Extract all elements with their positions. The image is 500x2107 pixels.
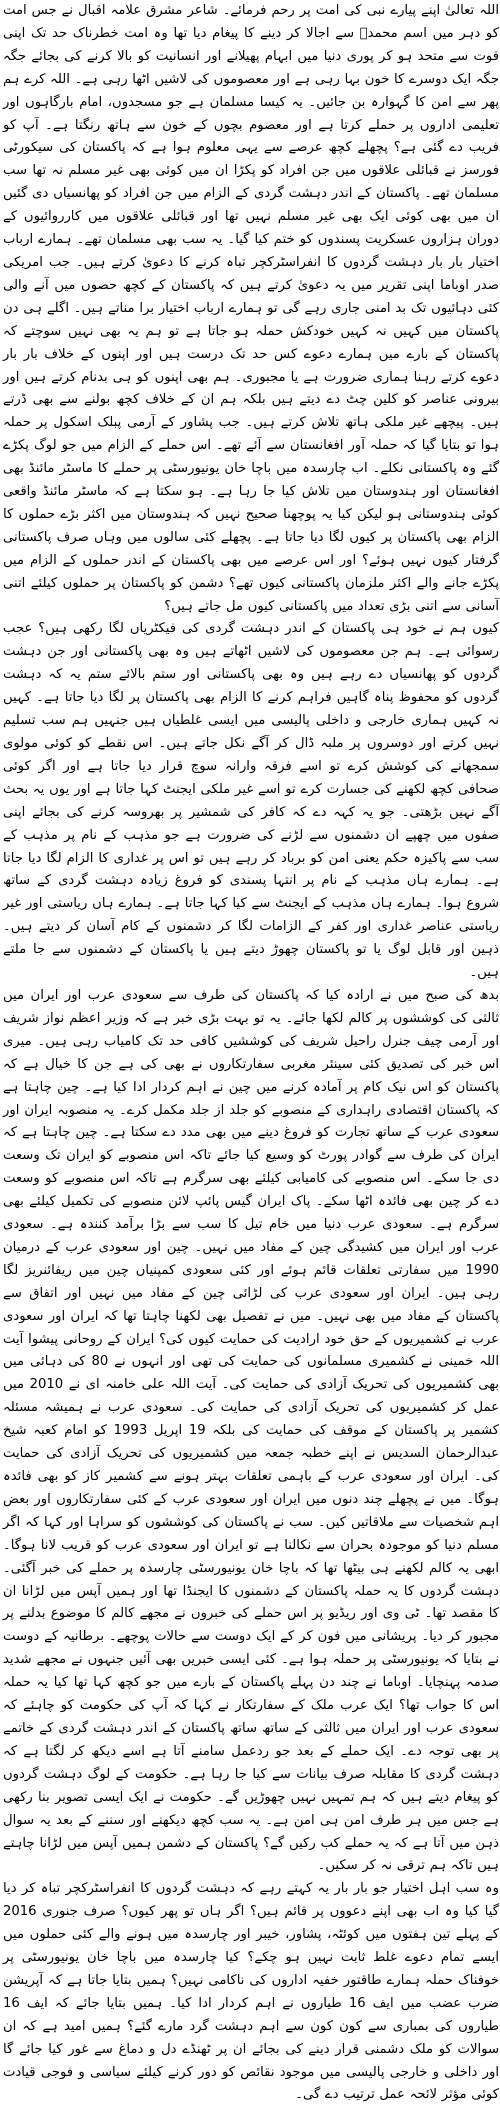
article-paragraph-1: اللہ تعالیٰ اپنے پیارے نبی کی امت پر رحم فرمائے۔ شاعر مشرق علامہ اقبال نے جس امت کو دہر میں اسم محمدؐ سے اجالا کر دینے کا پیغام دیا تھا وہ امت خطرناک حد تک اپنی قوت سے متحد ہو کر پوری دنیا میں ابہام پھیلانے اور انسانیت کو بالا کرنے کی بجائے جگہ جگہ ایک دوسرے کا خون بہا رہی ہے اور معصوموں کی لاشیں اٹھا رہی ہے۔ اللہ کرے ہم پھر سے امن کا گہوارہ بن جائیں۔ یہ کیسا مسلمان ہے جو مسجدوں، امام بارگاہوں اور تعلیمی اداروں پر حملے کرتا ہے اور معصوم بچوں کے خون سے ہاتھ رنگتا ہے۔ آپ کو فریب دے گئی ہے؟ پچھلے کچھ عرصے سے یہی معلوم ہوا ہے کہ پاکستان کی سیکورٹی فورسز نے قبائلی علاقوں میں جن افراد کو پکڑا ان میں کوئی بھی غیر مسلم نہ تھا سب مسلمان تھے۔ پاکستان کے اندر دہشت گردی کے الزام میں جن افراد کو پھانسیاں دی گئیں ان میں بھی کوئی ایک بھی غیر مسلم نہیں تھا اور قبائلی علاقوں میں کارروائیوں کے دوران ہزاروں عسکریت پسندوں کو ختم کیا گیا۔ یہ سب بھی مسلمان تھے۔ ہمارے ارباب اختیار بار بار دہشت گردوں کا انفراسٹرکچر تباہ کرنے کا دعویٰ کرتے ہیں۔ جب امریکی صدر اوباما اپنی تقریر میں یہ دعویٰ کرتے ہیں کہ پاکستان کے کچھ حصوں میں آنے والی کئی دہائیوں تک بد امنی جاری رہے گی تو ہمارے ارباب اختیار برا مناتے ہیں۔ اگلے ہی دن پاکستان میں کہیں نہ کہیں خودکش حملہ ہو جاتا ہے تو ہم یہ بھی نہیں سوچتے کہ پاکستان کے بارے میں ہمارے دعوے کس حد تک درست ہیں اور اپنوں کے خلاف بار بار دعوے کرتے رہنا ہماری ضرورت ہے یا مجبوری۔ ہم بھی اپنوں کو ہی بدنام کرتے ہیں اور بیرونی عناصر کو کلین چٹ دے دیتے ہیں بلکہ ہم ان کے خلاف کچھ بولنے سے بھی ڈرتے ہیں۔ پیچھے غیر ملکی ہاتھ تلاش کرتے ہیں۔ جب پشاور کے آرمی پبلک اسکول پر حملہ ہوا تو بتایا گیا کہ حملہ آور افغانستان سے آئے تھے۔ اس حملے کے الزام میں جو لوگ پکڑے گئے وہ پاکستانی نکلے۔ اب چارسدہ میں باچا خان یونیورسٹی پر حملے کا ماسٹر مائنڈ بھی افغانستان اور ہندوستان میں تلاش کیا جا رہا ہے۔ ہو سکتا ہے کہ ماسٹر مائنڈ واقعی کوئی ہندوستانی ہو لیکن کیا یہ پوچھنا صحیح نہیں کہ ہندوستان میں اکثر بڑے حملوں کا الزام بھی پاکستان پر کیوں لگا دیا جاتا ہے۔ پچھلے کئی سالوں میں وہاں صرف پاکستانی گرفتار کیوں نہیں ہوئے؟ اور اس عرصے میں بھی پاکستان کے اندر حملوں کے الزام میں پکڑے جانے والے اکثر ملزمان پاکستانی کیوں تھے؟ دشمن کو پاکستان پر حملوں کیلئے اتنی آسانی سے اتنی بڑی تعداد میں پاکستانی کیوں مل جاتے ہیں؟ — [2, 3, 499, 614]
article-paragraph-4: وہ سب اہل اختیار جو بار بار یہ کہتے رہے کہ دہشت گردوں کا انفراسٹرکچر تباہ کر دیا گیا کیا وہ اب بھی اپنے دعووں پر قائم ہیں؟ اگر ہاں تو پھر کیوں؟ صرف جنوری 2016 کے پہلے تین ہفتوں میں کوئٹہ، پشاور، خیبر اور چارسدہ میں ہونے والے کئی حملوں میں ایسے تمام دعوے غلط ثابت نہیں ہو چکے؟ کیا چارسدہ میں باچا خان یونیورسٹی پر خوفناک حملہ ہمارے طاقتور خفیہ اداروں کی ناکامی نہیں؟ ہمیں بتایا جاتا ہے کہ آپریشن ضرب عضب میں ایف 16 طیاروں نے اہم کردار ادا کیا۔ ہمیں بتایا جائے کہ ایف 16 طیاروں کی بمباری سے کون کون سے اہم دہشت گرد مارے گئے؟ ہمیں امید ہے کہ ان سوالات کو ملک دشمنی قرار دینے کی بجائے ان پر ٹھنڈے دل و دماغ سے غور کیا جائے گا اور داخلی و خارجی پالیسی میں موجود نقائص کو دور کرنے کیلئے سیاسی و فوجی قیادت کوئی مؤثر لائحہ عمل ترتیب دے گی۔ — [3, 1881, 500, 2103]
article-paragraph-2: کیوں ہم نے خود ہی پاکستان کے اندر دہشت گردی کی فیکٹریاں لگا رکھی ہیں؟ عجب رسوائی ہے۔ ہم جن معصوموں کی لاشیں اٹھاتے ہیں وہ بھی پاکستانی اور جن دہشت گردوں کو پھانسیاں دے رہے ہیں وہ بھی پاکستانی اور ستم بالائے ستم یہ کہ دہشت گردوں کو محفوظ پناہ گاہیں فراہم کرنے کا الزام بھی پاکستان پر لگا دیا جاتا ہے۔ کہیں نہ کہیں ہماری خارجی و داخلی پالیسی میں ایسی غلطیاں ہیں جنہیں ہم سب تسلیم نہیں کرتے اور دوسروں پر ملبہ ڈال کر آگے نکل جاتے ہیں۔ اس نقطے کو کوئی مولوی سمجھانے کی کوشش کرے تو اسے فرقہ وارانہ سوچ قرار دیا جاتا ہے اور اگر کوئی صحافی کچھ لکھنے کی جسارت کرے تو اسے غیر ملکی ایجنٹ کہا جاتا ہے اور یوں یہ بحث آگے نہیں بڑھتی۔ جو یہ کہہ دے کہ کافر کی شمشیر پر بھروسہ کرنے کی بجائے اپنی صفوں میں چھپے ان دشمنوں سے لڑنے کی ضرورت ہے جو مذہب کے نام پر مذہب کے سب سے پاکیزہ حکم یعنی امن کو برباد کر رہے ہیں تو اس پر غداری کا الزام لگا دیا جاتا ہے۔ ہمارے ہاں مذہب کے نام پر انتہا پسندی کو فروغ زیادہ دہشت گردی کے ساتھ شروع ہوا۔ ہمارے ہاں مذہب کے ایجنٹ سے کیا کہا جاتا ہے۔ ہمارے ہاں ریاستی اور غیر ریاستی عناصر غداری اور کفر کے الزامات لگا کر دشمنوں کے کام آسان کر دیتے ہیں۔ ذہین اور قابل لوگ یا تو پاکستان چھوڑ دیتے ہیں یا پاکستان کے دشمنوں سے جا ملتے ہیں۔ — [3, 621, 499, 981]
article-paragraph-3: بدھ کی صبح میں نے ارادہ کیا کہ پاکستان کی طرف سے سعودی عرب اور ایران میں ثالثی کی کوششوں پر کالم لکھا جائے۔ یہ تو بہت بڑی خبر ہے کہ وزیر اعظم نواز شریف اور آرمی چیف جنرل راحیل شریف کی کوششیں کافی حد تک کامیاب رہی ہیں۔ میری اس خبر کی تصدیق کئی سینئر مغربی سفارتکاروں نے بھی کی ہے جن کا خیال ہے کہ پاکستان کو اس نیک کام پر آمادہ کرنے میں چین نے اہم کردار ادا کیا ہے۔ چین چاہتا ہے کہ پاکستان اقتصادی راہداری کے منصوبے کو جلد از جلد مکمل کرے۔ یہ منصوبہ ایران اور سعودی عرب کے ساتھ تجارت کو فروغ دینے میں بھی مدد دے سکتا ہے۔ چین چاہتا ہے کہ ایران کی طرف سے گوادر پورٹ کو وسیع کیا جائے تاکہ اس منصوبے کو ایران تک وسعت دی جا سکے۔ اس منصوبے کی کامیابی کیلئے بھی سرگرم ہے تاکہ اس منصوبے کو وسعت دے کر چین بھی فائدہ اٹھا سکے۔ پاک ایران گیس پائپ لائن منصوبے کی تکمیل کیلئے بھی سرگرم ہے۔ سعودی عرب دنیا میں خام تیل کا سب سے بڑا برآمد کنندہ ہے۔ سعودی عرب اور ایران میں کشیدگی چین کے مفاد میں نہیں۔ چین اور سعودی عرب کے درمیان 1990 میں سفارتی تعلقات قائم ہوئے اور کئی سعودی کمپنیاں چین میں ریفائنریز لگا رہی ہیں۔ ایران اور سعودی عرب کی لڑائی چین کے مفاد میں نہیں اور اتفاق سے پاکستان کے مفاد میں بھی نہیں۔ میں نے تفصیل بھی لکھنا چاہتا تھا کہ ایران اور سعودی عرب نے کشمیریوں کے حق خود ارادیت کی حمایت کیوں کی؟ ایران کے روحانی پیشوا آیت اللہ خمینی نے کشمیری مسلمانوں کی حمایت کی تھی اور انہوں نے 80 کی دہائی میں بھی کشمیریوں کی تحریک آزادی کی حمایت کی۔ آیت اللہ علی خامنہ ای نے 2010 میں عمل کر کشمیریوں کی تحریک آزادی کی حمایت کی۔ سعودی عرب نے ہمیشہ مسئلہ کشمیر پر پاکستان کے موقف کی حمایت کی بلکہ 19 اپریل 1993 کو امام کعبہ شیخ عبدالرحمان السدیس نے اپنے خطبہ جمعہ میں کشمیریوں کی تحریک آزادی کی حمایت کی۔ ایران اور سعودی عرب کے باہمی تعلقات بہتر ہونے سے کشمیر کاز کو بھی فائدہ ہوگا۔ میں نے پچھلے چند دنوں میں ایران اور سعودی عرب کے کئی سفارتکاروں اور بعض اہم شخصیات سے ملاقاتیں کیں۔ سب نے پاکستان کی کوششوں کو سراہا اور کہا کہ اگر مسلم دنیا کو موجودہ بحران سے نکالنا ہے تو ایران اور سعودی عرب کو قریب لانا ہوگا۔ ابھی یہ کالم لکھنے ہی بیٹھا تھا کہ باچا خان یونیورسٹی چارسدہ پر حملے کی خبر آگئی۔ دہشت گردوں کا یہ حملہ پاکستان کے دشمنوں کا ایجنڈا تھا اور ہمیں آپس میں لڑانا ان کا مقصد تھا۔ ٹی وی اور ریڈیو پر اس حملے کی خبروں نے مجھے کالم کا موضوع بدلنے پر مجبور کر دیا۔ پریشانی میں فون کر کے ایک دوست سے حالات پوچھے۔ برطانیہ کے دوست نے بتایا کہ یونیورسٹی پر حملہ ہوا ہے۔ کئی ایسی خبریں بھی آئیں جنہوں نے مجھے شدید صدمہ پہنچایا۔ اوباما نے چند دن پہلے پاکستان کے بارے میں جو کچھ کہا تھا کیا یہ حملہ اس کا جواب تھا؟ ایک عرب ملک کے سفارتکار نے کہا کہ آپ کی حکومت کو چاہئے کہ سعودی عرب اور ایران میں ثالثی کے ساتھ ساتھ پاکستان کے اندر دہشت گردی کے خاتمے پر بھی توجہ دے۔ ایک حملے کے بعد جو ردعمل سامنے آتا ہے اسے دیکھ کر لگتا ہے کہ دہشت گردی کا مقابلہ صرف بیانات سے کیا جا رہا ہے۔ حکومت کے لوگ دہشت گردوں کو پیغام دیتے ہیں کہ ہم تمہیں نہیں چھوڑیں گے۔ حکومت نے ایک ایسی تصویر بنا رکھی ہے جس میں ہر طرف امن ہی امن ہے۔ یہ سب کچھ دیکھنے اور سننے کے بعد یہ سوال ذہن میں آتا ہے کہ یہ حملے کب رکیں گے؟ پاکستان کے دشمن ہمیں آپس میں لڑانا چاہتے ہیں تاکہ ہم ترقی نہ کر سکیں۔ — [3, 987, 499, 1874]
